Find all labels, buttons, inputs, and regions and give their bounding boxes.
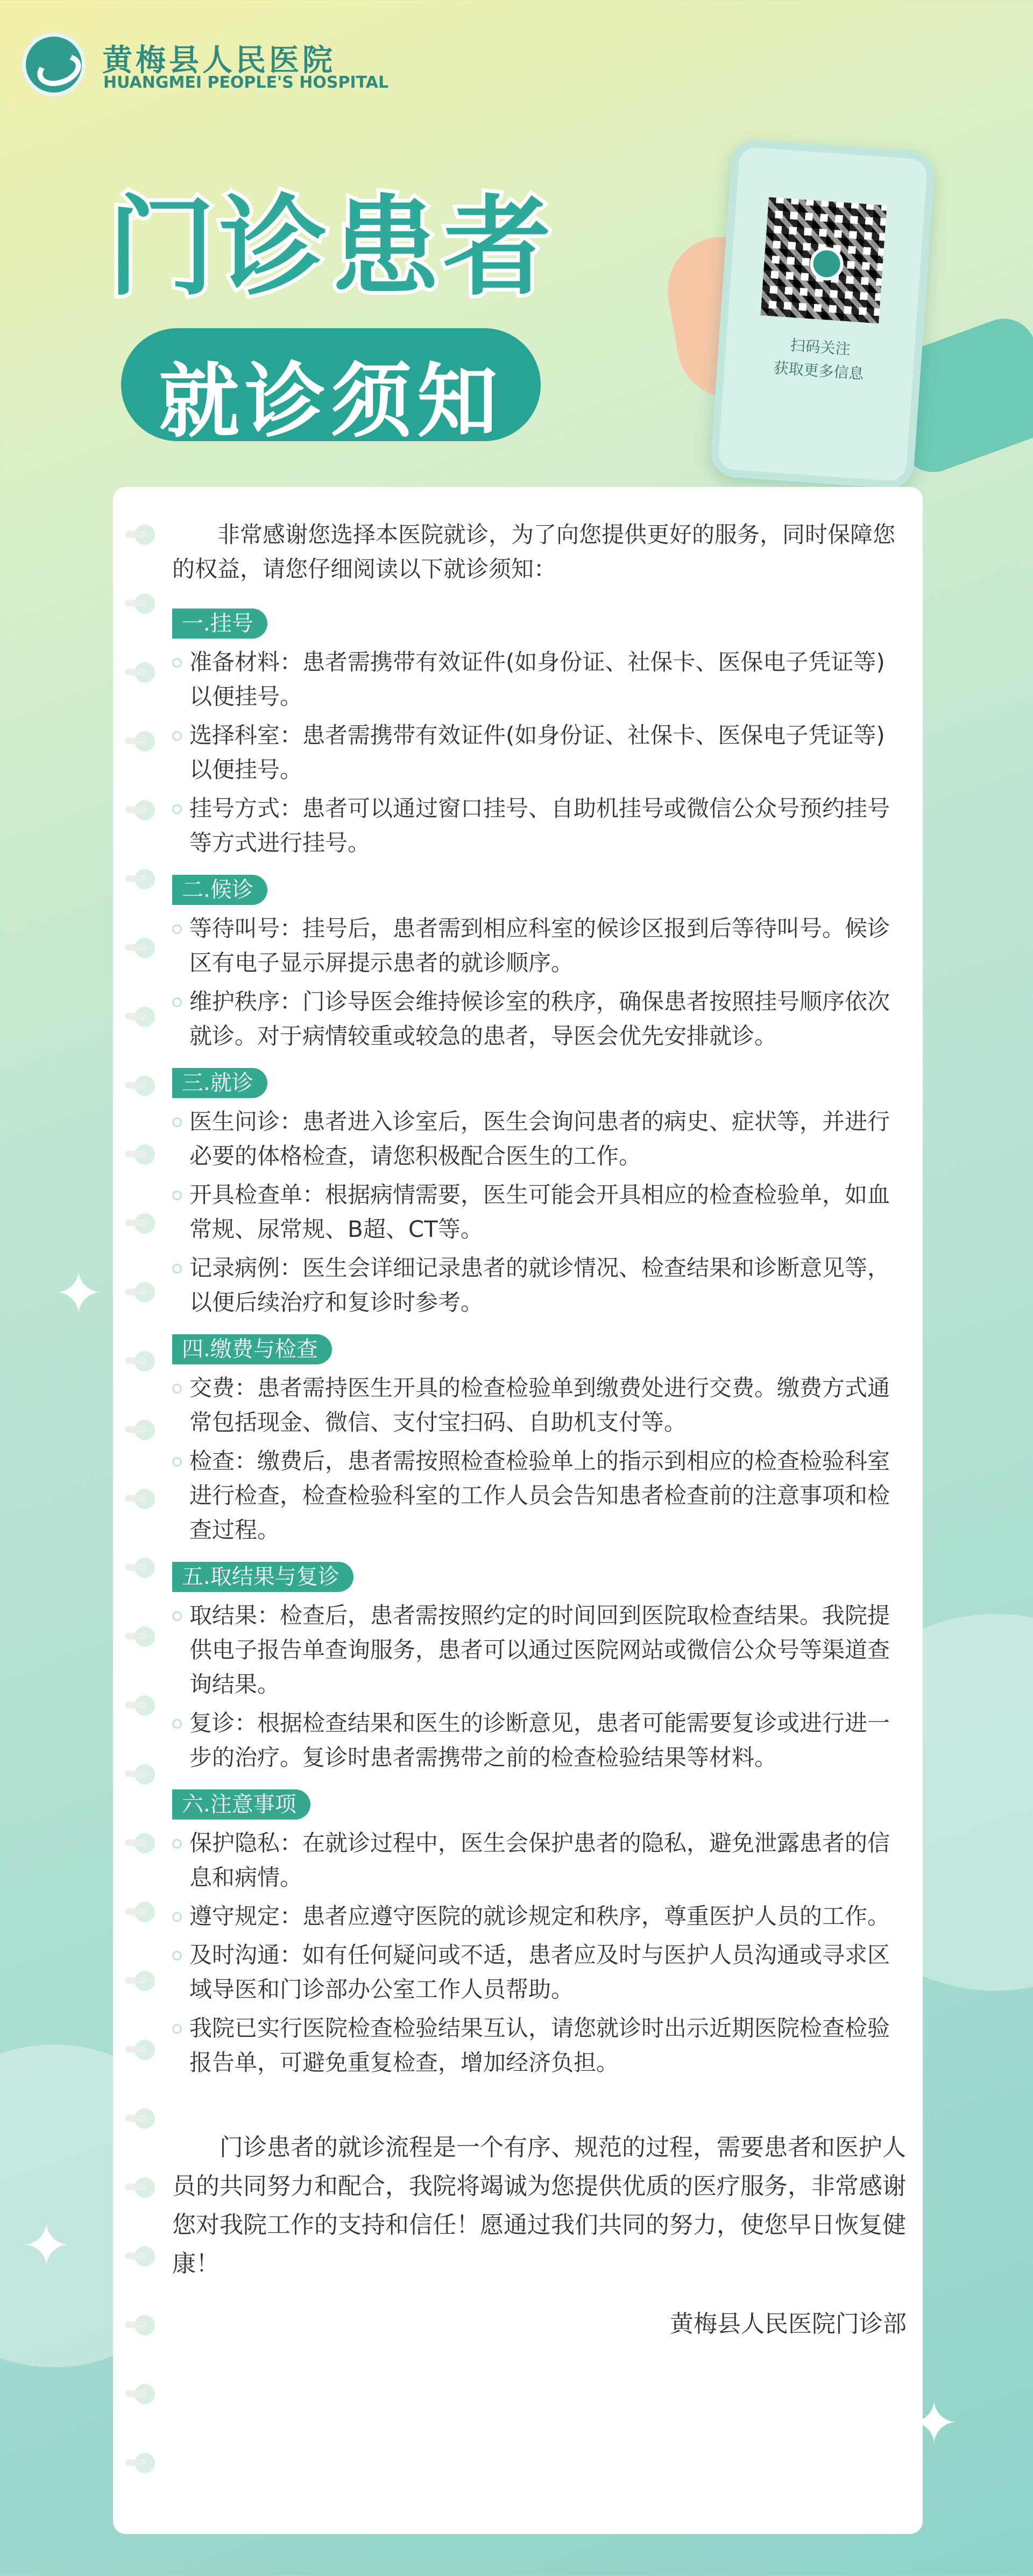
binder-ring <box>135 662 155 683</box>
section-title: 五.取结果与复诊 <box>172 1562 353 1592</box>
section-title: 三.就诊 <box>172 1068 267 1098</box>
qr-code-icon[interactable] <box>761 197 887 323</box>
sparkle-icon: ✦ <box>909 2389 959 2458</box>
binder-ring <box>135 1075 155 1096</box>
section-title: 四.缴费与检查 <box>172 1334 332 1364</box>
binder-ring <box>135 2384 155 2404</box>
binder-ring <box>135 1764 155 1785</box>
qr-logo-icon <box>809 246 844 281</box>
binder-ring <box>135 2453 155 2473</box>
signature: 黄梅县人民医院门诊部 <box>670 2310 907 2338</box>
binder-ring <box>135 1902 155 1922</box>
binder-ring <box>135 525 155 545</box>
binder-ring <box>135 1213 155 1234</box>
list-item: 及时沟通：如有任何疑问或不适，患者应及时与医护人员沟通或寻求区域导医和门诊部办公室工作人员帮助。 <box>172 1938 907 2007</box>
list-item: 挂号方式：患者可以通过窗口挂号、自助机挂号或微信公众号预约挂号等方式进行挂号。 <box>172 791 907 860</box>
binder-ring <box>135 2246 155 2267</box>
binder-ring <box>135 2177 155 2198</box>
notice-content <box>172 518 907 2341</box>
binder-ring <box>135 2108 155 2129</box>
list-item: 交费：患者需持医生开具的检查检验单到缴费处进行交费。缴费方式通常包括现金、微信、支付宝扫码、自助机支付等。 <box>172 1371 907 1440</box>
binder-ring <box>135 2315 155 2336</box>
sparkle-icon: ✦ <box>54 1259 104 1328</box>
sparkle-icon: ✦ <box>22 2211 72 2280</box>
hospital-name-cn: 黄梅县人民医院 <box>102 43 336 78</box>
section-title: 一.挂号 <box>172 608 267 639</box>
section-title: 二.候诊 <box>172 875 267 905</box>
closing-text: 门诊患者的就诊流程是一个有序、规范的过程，需要患者和医护人员的共同努力和配合，我院将竭诚为您提供优质的医疗服务，非常感谢您对我院工作的支持和信任！愿通过我们共同的努力，使您早日恢复健康！ <box>172 2134 906 2277</box>
list-item: 等待叫号：挂号后，患者需到相应科室的候诊区报到后等待叫号。候诊区有电子显示屏提示患者的就诊顺序。 <box>172 911 907 980</box>
binder-ring <box>135 1558 155 1578</box>
binder-ring <box>135 938 155 958</box>
scan-hint-2: 获取更多信息 <box>773 358 865 383</box>
section-consultation <box>172 1065 907 1320</box>
intro-text: 非常感谢您选择本医院就诊，为了向您提供更好的服务，同时保障您的权益，请您仔细阅读以下就诊须知： <box>172 521 896 582</box>
list-item: 取结果：检查后，患者需按照约定的时间回到医院取检查结果。我院提供电子报告单查询服务，患者可以通过医院网站或微信公众号等渠道查询结果。 <box>172 1598 907 1702</box>
page-subtitle: 就诊须知 <box>158 355 503 449</box>
hospital-logo-icon <box>22 32 86 97</box>
binder-ring <box>135 593 155 614</box>
binder-ring <box>135 1971 155 1991</box>
binder-ring <box>135 1695 155 1716</box>
scan-hint-1: 扫码关注 <box>789 336 851 358</box>
binder-ring <box>135 1626 155 1647</box>
list-item: 保护隐私：在就诊过程中，医生会保护患者的隐私，避免泄露患者的信息和病情。 <box>172 1826 907 1895</box>
list-item: 医生问诊：患者进入诊室后，医生会询问患者的病史、症状等，并进行必要的体格检查，请您积极配合医生的工作。 <box>172 1105 907 1173</box>
binder-ring <box>135 1833 155 1853</box>
list-item: 维护秩序：门诊导医会维持候诊室的秩序，确保患者按照挂号顺序依次就诊。对于病情较重或较急的患者，导医会优先安排就诊。 <box>172 985 907 1053</box>
list-item: 选择科室：患者需携带有效证件(如身份证、社保卡、医保电子凭证等)以便挂号。 <box>172 718 907 787</box>
section-waiting <box>172 872 907 1053</box>
list-item: 记录病例：医生会详细记录患者的就诊情况、检查结果和诊断意见等，以便后续治疗和复诊时参考。 <box>172 1251 907 1320</box>
binder-ring <box>135 1489 155 1509</box>
list-item: 开具检查单：根据病情需要，医生可能会开具相应的检查检验单，如血常规、尿常规、B超、CT等。 <box>172 1178 907 1247</box>
binder-ring <box>135 1282 155 1303</box>
binder-rings <box>135 525 167 2483</box>
binder-ring <box>135 731 155 752</box>
phone-illustration <box>710 139 936 490</box>
binder-ring <box>135 1007 155 1027</box>
list-item: 复诊：根据检查结果和医生的诊断意见，患者可能需要复诊或进行进一步的治疗。复诊时患者需携带之前的检查检验结果等材料。 <box>172 1706 907 1775</box>
list-item: 准备材料：患者需携带有效证件(如身份证、社保卡、医保电子凭证等)以便挂号。 <box>172 645 907 714</box>
binder-ring <box>135 1420 155 1440</box>
section-title: 六.注意事项 <box>172 1789 310 1820</box>
section-registration <box>172 606 907 860</box>
section-results <box>172 1559 907 1775</box>
binder-ring <box>135 2040 155 2060</box>
section-payment <box>172 1332 907 1547</box>
list-item: 检查：缴费后，患者需按照检查检验单上的指示到相应的检查检验科室进行检查，检查检验科室的工作人员会告知患者检查前的注意事项和检查过程。 <box>172 1444 907 1547</box>
list-item: 遵守规定：患者应遵守医院的就诊规定和秩序，尊重医护人员的工作。 <box>172 1899 907 1934</box>
binder-ring <box>135 869 155 889</box>
binder-ring <box>135 1351 155 1371</box>
binder-ring <box>135 800 155 820</box>
hospital-name-en: HUANGMEI PEOPLE'S HOSPITAL <box>103 73 389 92</box>
binder-ring <box>135 1144 155 1165</box>
page-title: 门诊患者 <box>108 185 556 310</box>
section-notes <box>172 1787 907 2080</box>
list-item: 我院已实行医院检查检验结果互认，请您就诊时出示近期医院检查检验报告单，可避免重复检查，增加经济负担。 <box>172 2011 907 2080</box>
